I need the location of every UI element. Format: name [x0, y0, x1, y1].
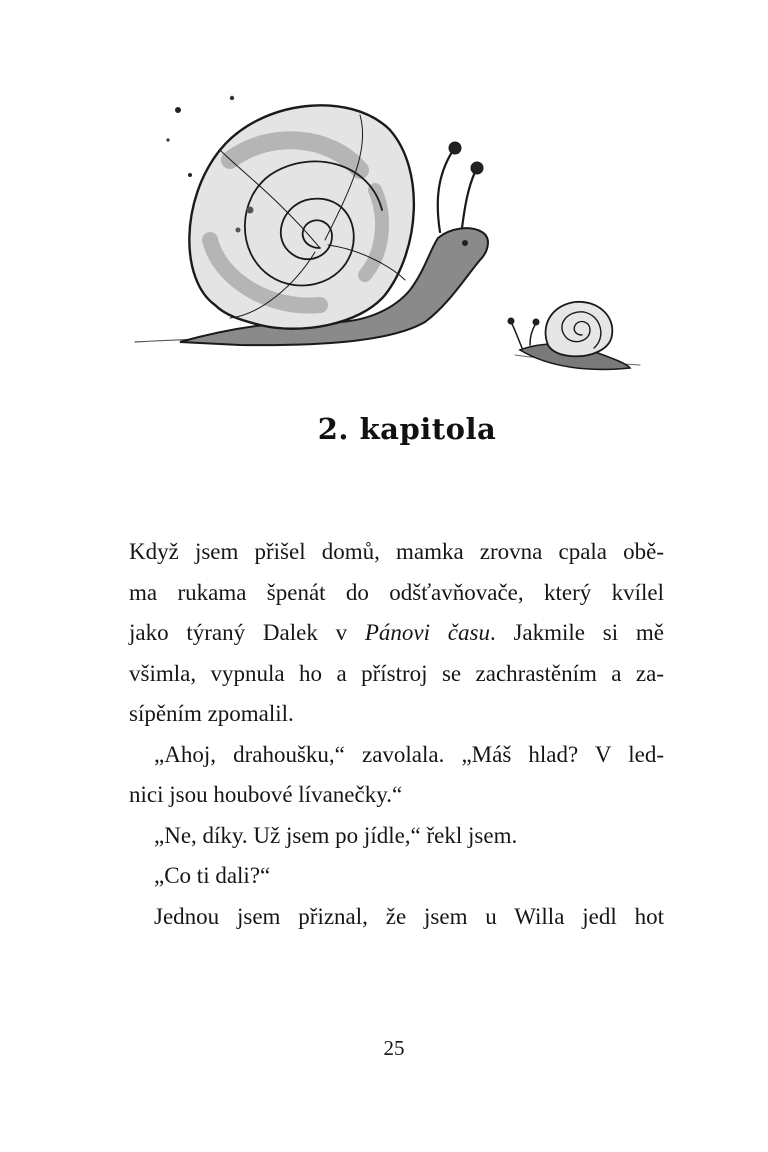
italic-title: Pánovi času — [364, 620, 490, 645]
line-text: všimla, vypnula ho a přístroj se zachrastěním a za- — [129, 660, 664, 686]
chapter-title: 2. kapitola — [317, 412, 497, 446]
page-number: 25 — [383, 1036, 405, 1060]
big-snail-icon — [135, 96, 488, 345]
line-text: sípěním zpomalil. — [129, 701, 294, 726]
snail-illustration — [120, 80, 680, 390]
text-line — [129, 816, 664, 857]
body-text — [129, 532, 664, 937]
line-text: Když jsem přišel domů, mamka zrovna cpala obě- — [129, 539, 664, 564]
text-line — [129, 775, 664, 816]
line-text: jako týraný Dalek v — [129, 620, 365, 645]
small-snail-icon — [508, 302, 640, 370]
line-text: „Ahoj, drahoušku,“ zavolala. „Máš hlad? V led- — [154, 741, 664, 767]
text-line — [129, 654, 664, 695]
line-text: . Jakmile si mě — [489, 620, 664, 645]
line-text: nici jsou houbové lívanečky.“ — [129, 782, 403, 807]
text-line — [129, 694, 664, 735]
line-text: ma rukama špenát do odšťavňovače, který kvílel — [129, 579, 664, 605]
text-line — [129, 532, 664, 573]
text-line — [129, 573, 664, 614]
text-line — [129, 613, 664, 654]
line-text: „Co ti dali?“ — [154, 863, 271, 888]
text-line — [129, 735, 664, 776]
text-line — [129, 897, 664, 938]
line-text: „Ne, díky. Už jsem po jídle,“ řekl jsem. — [154, 822, 518, 848]
line-text: Jednou jsem přiznal, že jsem u Willa jedl hot — [154, 903, 664, 929]
text-line — [129, 856, 664, 897]
